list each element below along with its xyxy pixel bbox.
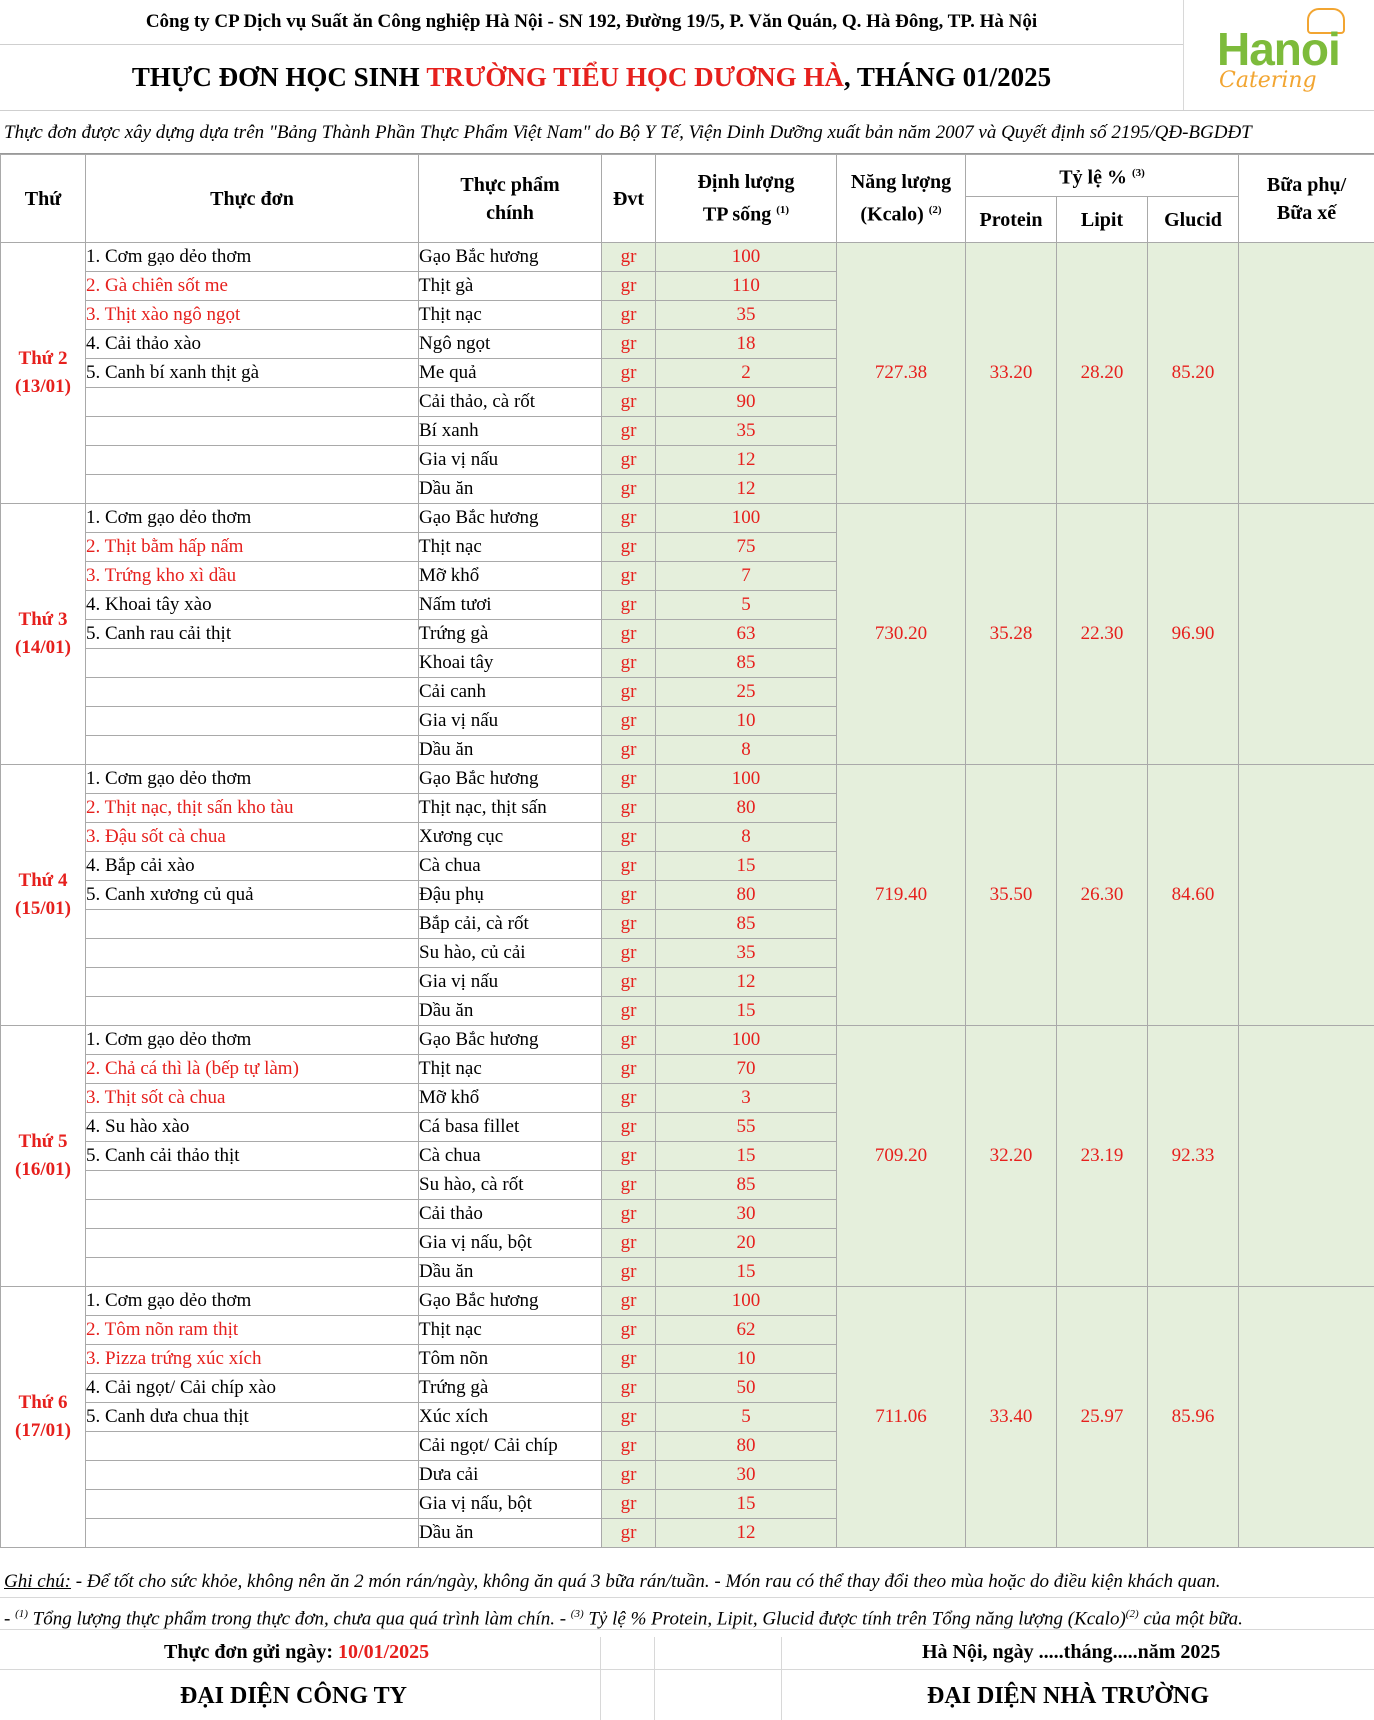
note-line-1 (0, 1566, 1374, 1598)
col-header-ratio-label: Tỷ lệ % (1059, 166, 1127, 189)
day-cell (1, 765, 86, 1026)
dish-cell (86, 707, 419, 736)
ingredient-cell: Bí xanh (419, 417, 602, 446)
dish-cell: 1. Cơm gạo dẻo thơm (86, 1026, 419, 1055)
dish-cell (86, 1200, 419, 1229)
footnote-ref-2: (2) (928, 204, 942, 217)
ingredient-cell: Thịt gà (419, 272, 602, 301)
ingredient-cell: Xúc xích (419, 1403, 602, 1432)
dish-cell: 5. Canh xương củ quả (86, 881, 419, 910)
dish-cell (86, 910, 419, 939)
quantity-cell: 85 (656, 649, 837, 678)
lipit-cell: 26.30 (1057, 765, 1148, 1026)
snack-cell (1239, 765, 1374, 1026)
day-name: Thứ 4 (18, 870, 68, 891)
unit-cell: gr (602, 852, 656, 881)
day-name: Thứ 2 (18, 348, 68, 369)
dish-cell (86, 1229, 419, 1258)
sent-date-label: Thực đơn gửi ngày: (164, 1641, 339, 1663)
col-header-ingredient-l2: chính (486, 201, 534, 224)
quantity-cell: 62 (656, 1316, 837, 1345)
dish-cell: 4. Cải thảo xào (86, 330, 419, 359)
note-line-2 (0, 1598, 1374, 1630)
col-header-lipit: Lipit (1057, 197, 1148, 243)
lipit-cell: 28.20 (1057, 243, 1148, 504)
quantity-cell: 30 (656, 1461, 837, 1490)
quantity-cell: 12 (656, 968, 837, 997)
unit-cell: gr (602, 736, 656, 765)
quantity-cell: 100 (656, 504, 837, 533)
unit-cell: gr (602, 968, 656, 997)
footer-signature-row (0, 1669, 1374, 1720)
ingredient-cell: Gạo Bắc hương (419, 765, 602, 794)
sign-school: ĐẠI DIỆN NHÀ TRƯỜNG (927, 1683, 1210, 1709)
place-date: Hà Nội, ngày .....tháng.....năm 2025 (922, 1641, 1221, 1663)
logo-sub-text: Catering (1219, 68, 1317, 93)
col-header-ratio (966, 155, 1239, 197)
energy-cell: 709.20 (837, 1026, 966, 1287)
footer-divider-1 (600, 1637, 601, 1720)
dish-cell (86, 446, 419, 475)
unit-cell: gr (602, 1171, 656, 1200)
dish-cell: 4. Khoai tây xào (86, 591, 419, 620)
col-header-protein: Protein (966, 197, 1057, 243)
unit-cell: gr (602, 1113, 656, 1142)
day-cell (1, 504, 86, 765)
quantity-cell: 80 (656, 794, 837, 823)
unit-cell: gr (602, 475, 656, 504)
company-address: Công ty CP Dịch vụ Suất ăn Công nghiệp Hà Nội - SN 192, Đường 19/5, P. Văn Quán, Q. Hà Đông, TP. Hà Nội (0, 0, 1183, 45)
dish-cell: 4. Su hào xào (86, 1113, 419, 1142)
quantity-cell: 70 (656, 1055, 837, 1084)
ingredient-cell: Trứng gà (419, 1374, 602, 1403)
title-prefix: THỰC ĐƠN HỌC SINH (131, 61, 420, 92)
unit-cell: gr (602, 620, 656, 649)
protein-cell: 35.28 (966, 504, 1057, 765)
unit-cell: gr (602, 1519, 656, 1548)
unit-cell: gr (602, 707, 656, 736)
glucid-cell: 92.33 (1148, 1026, 1239, 1287)
unit-cell: gr (602, 1287, 656, 1316)
dish-cell: 1. Cơm gạo dẻo thơm (86, 1287, 419, 1316)
unit-cell: gr (602, 649, 656, 678)
quantity-cell: 8 (656, 736, 837, 765)
dish-cell: 5. Canh rau cải thịt (86, 620, 419, 649)
col-header-ingredient (419, 155, 602, 243)
snack-cell (1239, 1026, 1374, 1287)
quantity-cell: 15 (656, 1490, 837, 1519)
unit-cell: gr (602, 794, 656, 823)
quantity-cell: 12 (656, 1519, 837, 1548)
dish-cell: 3. Thịt xào ngô ngọt (86, 301, 419, 330)
ingredient-cell: Dầu ăn (419, 475, 602, 504)
ingredient-cell: Gia vị nấu (419, 968, 602, 997)
ingredient-cell: Gia vị nấu, bột (419, 1229, 602, 1258)
quantity-cell: 35 (656, 417, 837, 446)
quantity-cell: 75 (656, 533, 837, 562)
quantity-cell: 100 (656, 1287, 837, 1316)
page-title (0, 44, 1183, 110)
unit-cell: gr (602, 881, 656, 910)
quantity-cell: 63 (656, 620, 837, 649)
col-header-glucid: Glucid (1148, 197, 1239, 243)
unit-cell: gr (602, 1084, 656, 1113)
snack-cell (1239, 243, 1374, 504)
dish-cell (86, 678, 419, 707)
day-name: Thứ 5 (18, 1131, 68, 1152)
quantity-cell: 25 (656, 678, 837, 707)
day-cell (1, 243, 86, 504)
note-sup-2: (2) (1125, 1608, 1139, 1620)
quantity-cell: 80 (656, 881, 837, 910)
ingredient-cell: Cải ngọt/ Cải chíp (419, 1432, 602, 1461)
quantity-cell: 100 (656, 1026, 837, 1055)
ingredient-cell: Mỡ khổ (419, 1084, 602, 1113)
quantity-cell: 15 (656, 852, 837, 881)
dish-cell: 5. Canh dưa chua thịt (86, 1403, 419, 1432)
unit-cell: gr (602, 1374, 656, 1403)
unit-cell: gr (602, 388, 656, 417)
protein-cell: 33.40 (966, 1287, 1057, 1548)
ingredient-cell: Thịt nạc (419, 1055, 602, 1084)
lipit-cell: 25.97 (1057, 1287, 1148, 1548)
quantity-cell: 15 (656, 997, 837, 1026)
logo-main-text: Hanoi (1217, 23, 1340, 75)
note-sup-3: (3) (570, 1608, 584, 1620)
ingredient-cell: Trứng gà (419, 620, 602, 649)
quantity-cell: 35 (656, 301, 837, 330)
quantity-cell: 90 (656, 388, 837, 417)
quantity-cell: 18 (656, 330, 837, 359)
unit-cell: gr (602, 1142, 656, 1171)
ingredient-cell: Tôm nõn (419, 1345, 602, 1374)
quantity-cell: 50 (656, 1374, 837, 1403)
quantity-cell: 80 (656, 1432, 837, 1461)
snack-cell (1239, 504, 1374, 765)
ingredient-cell: Thịt nạc (419, 533, 602, 562)
footnote-ref-1: (1) (776, 204, 790, 217)
sign-company: ĐẠI DIỆN CÔNG TY (180, 1683, 407, 1709)
day-cell (1, 1026, 86, 1287)
dish-cell: 3. Trứng kho xì dầu (86, 562, 419, 591)
unit-cell: gr (602, 301, 656, 330)
unit-cell: gr (602, 997, 656, 1026)
quantity-cell: 85 (656, 910, 837, 939)
dish-cell (86, 417, 419, 446)
unit-cell: gr (602, 562, 656, 591)
dish-cell: 3. Đậu sốt cà chua (86, 823, 419, 852)
unit-cell: gr (602, 939, 656, 968)
unit-cell: gr (602, 1490, 656, 1519)
dish-cell (86, 968, 419, 997)
dish-cell: 5. Canh cải thảo thịt (86, 1142, 419, 1171)
title-suffix: , THÁNG 01/2025 (843, 61, 1052, 92)
unit-cell: gr (602, 910, 656, 939)
unit-cell: gr (602, 1316, 656, 1345)
unit-cell: gr (602, 446, 656, 475)
menu-body (1, 243, 1374, 1548)
unit-cell: gr (602, 1461, 656, 1490)
dish-cell (86, 1171, 419, 1200)
unit-cell: gr (602, 1432, 656, 1461)
col-header-energy-l2: (Kcalo) (860, 203, 924, 226)
day-date: (16/01) (15, 1159, 71, 1180)
ingredient-cell: Thịt nạc (419, 301, 602, 330)
ingredient-cell: Gạo Bắc hương (419, 243, 602, 272)
footer-date-row (0, 1637, 1374, 1670)
unit-cell: gr (602, 1200, 656, 1229)
unit-cell: gr (602, 591, 656, 620)
menu-table (0, 154, 1374, 1548)
dish-cell: 5. Canh bí xanh thịt gà (86, 359, 419, 388)
footer-divider-3 (781, 1637, 782, 1720)
unit-cell: gr (602, 823, 656, 852)
quantity-cell: 15 (656, 1258, 837, 1287)
ingredient-cell: Gạo Bắc hương (419, 1287, 602, 1316)
dish-cell (86, 475, 419, 504)
day-cell (1, 1287, 86, 1548)
protein-cell: 35.50 (966, 765, 1057, 1026)
menu-source-note: Thực đơn được xây dựng dựa trên "Bảng Thành Phần Thực Phẩm Việt Nam" do Bộ Y Tế, Viện Dinh Dưỡng xuất bản năm 2007 và Quyết định số 2195/QĐ-BGDĐT (0, 110, 1374, 154)
ingredient-cell: Nấm tươi (419, 591, 602, 620)
note-text-2d: của một bữa. (1138, 1608, 1243, 1630)
ingredient-cell: Cải thảo, cà rốt (419, 388, 602, 417)
protein-cell: 33.20 (966, 243, 1057, 504)
dish-cell: 2. Thịt bằm hấp nấm (86, 533, 419, 562)
quantity-cell: 8 (656, 823, 837, 852)
dish-cell (86, 1490, 419, 1519)
quantity-cell: 20 (656, 1229, 837, 1258)
ingredient-cell: Su hào, củ cải (419, 939, 602, 968)
ingredient-cell: Thịt nạc (419, 1316, 602, 1345)
quantity-cell: 30 (656, 1200, 837, 1229)
dish-cell (86, 939, 419, 968)
dish-cell (86, 997, 419, 1026)
ingredient-cell: Ngô ngọt (419, 330, 602, 359)
note-sup-1: (1) (15, 1608, 28, 1620)
glucid-cell: 85.20 (1148, 243, 1239, 504)
ingredient-cell: Gia vị nấu, bột (419, 1490, 602, 1519)
unit-cell: gr (602, 1055, 656, 1084)
lipit-cell: 23.19 (1057, 1026, 1148, 1287)
ingredient-cell: Cà chua (419, 1142, 602, 1171)
unit-cell: gr (602, 678, 656, 707)
dish-cell: 2. Tôm nõn ram thịt (86, 1316, 419, 1345)
note-text-2b: Tổng lượng thực phẩm trong thực đơn, chưa qua quá trình làm chín. - (27, 1608, 571, 1630)
dish-cell: 1. Cơm gạo dẻo thơm (86, 504, 419, 533)
title-school-name: TRƯỜNG TIỂU HỌC DƯƠNG HÀ (426, 61, 844, 92)
quantity-cell: 12 (656, 475, 837, 504)
ingredient-cell: Dầu ăn (419, 736, 602, 765)
day-date: (15/01) (15, 898, 71, 919)
col-header-quantity (656, 155, 837, 243)
dish-cell: 1. Cơm gạo dẻo thơm (86, 243, 419, 272)
col-header-quantity-l2: TP sống (702, 203, 772, 226)
ingredient-cell: Cải thảo (419, 1200, 602, 1229)
dish-cell: 3. Pizza trứng xúc xích (86, 1345, 419, 1374)
col-header-snack (1239, 155, 1374, 243)
sent-date-value: 10/01/2025 (338, 1641, 430, 1663)
dish-cell: 1. Cơm gạo dẻo thơm (86, 765, 419, 794)
table-row (1, 765, 1374, 794)
quantity-cell: 100 (656, 765, 837, 794)
quantity-cell: 2 (656, 359, 837, 388)
energy-cell: 727.38 (837, 243, 966, 504)
ingredient-cell: Bắp cải, cà rốt (419, 910, 602, 939)
lipit-cell: 22.30 (1057, 504, 1148, 765)
dish-cell (86, 1461, 419, 1490)
day-date: (14/01) (15, 637, 71, 658)
ingredient-cell: Dầu ăn (419, 1258, 602, 1287)
col-header-day: Thứ (1, 155, 86, 243)
ingredient-cell: Me quả (419, 359, 602, 388)
table-row (1, 1287, 1374, 1316)
unit-cell: gr (602, 1026, 656, 1055)
ingredient-cell: Su hào, cà rốt (419, 1171, 602, 1200)
dish-cell: 4. Cải ngọt/ Cải chíp xào (86, 1374, 419, 1403)
protein-cell: 32.20 (966, 1026, 1057, 1287)
energy-cell: 719.40 (837, 765, 966, 1026)
ingredient-cell: Dầu ăn (419, 997, 602, 1026)
notes-section (0, 1566, 1374, 1630)
quantity-cell: 85 (656, 1171, 837, 1200)
note-text-2c: Tỷ lệ % Protein, Lipit, Glucid được tính trên Tổng năng lượng (Kcalo) (583, 1608, 1126, 1630)
quantity-cell: 12 (656, 446, 837, 475)
ingredient-cell: Thịt nạc, thịt sấn (419, 794, 602, 823)
quantity-cell: 10 (656, 707, 837, 736)
col-header-quantity-l1: Định lượng (697, 171, 795, 194)
quantity-cell: 35 (656, 939, 837, 968)
ingredient-cell: Đậu phụ (419, 881, 602, 910)
col-header-unit: Đvt (602, 155, 656, 243)
quantity-cell: 100 (656, 243, 837, 272)
quantity-cell: 5 (656, 1403, 837, 1432)
dish-cell: 2. Thịt nạc, thịt sấn kho tàu (86, 794, 419, 823)
ingredient-cell: Cải canh (419, 678, 602, 707)
unit-cell: gr (602, 359, 656, 388)
unit-cell: gr (602, 533, 656, 562)
glucid-cell: 85.96 (1148, 1287, 1239, 1548)
note-text-1: - Để tốt cho sức khỏe, không nên ăn 2 món rán/ngày, không ăn quá 3 bữa rán/tuần. - Món rau có thể thay đổi theo mùa hoặc do điều kiện khách quan. (71, 1571, 1221, 1592)
unit-cell: gr (602, 1258, 656, 1287)
energy-cell: 730.20 (837, 504, 966, 765)
footer-divider-2 (654, 1637, 655, 1720)
ingredient-cell: Xương cục (419, 823, 602, 852)
quantity-cell: 10 (656, 1345, 837, 1374)
ingredient-cell: Khoai tây (419, 649, 602, 678)
unit-cell: gr (602, 243, 656, 272)
quantity-cell: 110 (656, 272, 837, 301)
dish-cell: 2. Chả cá thì là (bếp tự làm) (86, 1055, 419, 1084)
ingredient-cell: Gia vị nấu (419, 707, 602, 736)
table-row (1, 1026, 1374, 1055)
table-row (1, 504, 1374, 533)
day-name: Thứ 3 (18, 609, 68, 630)
unit-cell: gr (602, 504, 656, 533)
ingredient-cell: Mỡ khổ (419, 562, 602, 591)
dish-cell: 4. Bắp cải xào (86, 852, 419, 881)
day-date: (17/01) (15, 1420, 71, 1441)
footnote-ref-3: (3) (1131, 167, 1145, 180)
unit-cell: gr (602, 330, 656, 359)
dish-cell (86, 736, 419, 765)
ingredient-cell: Cá basa fillet (419, 1113, 602, 1142)
unit-cell: gr (602, 1229, 656, 1258)
glucid-cell: 96.90 (1148, 504, 1239, 765)
glucid-cell: 84.60 (1148, 765, 1239, 1026)
quantity-cell: 3 (656, 1084, 837, 1113)
dish-cell: 3. Thịt sốt cà chua (86, 1084, 419, 1113)
hanoi-catering-logo (1183, 0, 1374, 110)
ingredient-cell: Gạo Bắc hương (419, 1026, 602, 1055)
col-header-snack-l2: Bữa xế (1276, 201, 1337, 224)
dish-cell (86, 1432, 419, 1461)
table-row (1, 243, 1374, 272)
col-header-snack-l1: Bữa phụ/ (1266, 173, 1347, 196)
unit-cell: gr (602, 1403, 656, 1432)
dish-cell: 2. Gà chiên sốt me (86, 272, 419, 301)
sent-date-block (164, 1641, 429, 1664)
ingredient-cell: Cà chua (419, 852, 602, 881)
quantity-cell: 5 (656, 591, 837, 620)
dish-cell (86, 649, 419, 678)
col-header-ingredient-l1: Thực phẩm (460, 173, 560, 196)
ingredient-cell: Dầu ăn (419, 1519, 602, 1548)
note-text-2a: - (4, 1608, 16, 1630)
energy-cell: 711.06 (837, 1287, 966, 1548)
quantity-cell: 7 (656, 562, 837, 591)
snack-cell (1239, 1287, 1374, 1548)
day-date: (13/01) (15, 376, 71, 397)
ingredient-cell: Gia vị nấu (419, 446, 602, 475)
ingredient-cell: Dưa cải (419, 1461, 602, 1490)
ingredient-cell: Gạo Bắc hương (419, 504, 602, 533)
note-label: Ghi chú: (4, 1571, 72, 1592)
unit-cell: gr (602, 272, 656, 301)
dish-cell (86, 1519, 419, 1548)
dish-cell (86, 1258, 419, 1287)
day-name: Thứ 6 (18, 1392, 68, 1413)
dish-cell (86, 388, 419, 417)
quantity-cell: 55 (656, 1113, 837, 1142)
unit-cell: gr (602, 1345, 656, 1374)
unit-cell: gr (602, 417, 656, 446)
col-header-energy-l1: Năng lượng (850, 171, 952, 194)
unit-cell: gr (602, 765, 656, 794)
quantity-cell: 15 (656, 1142, 837, 1171)
col-header-energy (837, 155, 966, 243)
col-header-menu: Thực đơn (86, 155, 419, 243)
